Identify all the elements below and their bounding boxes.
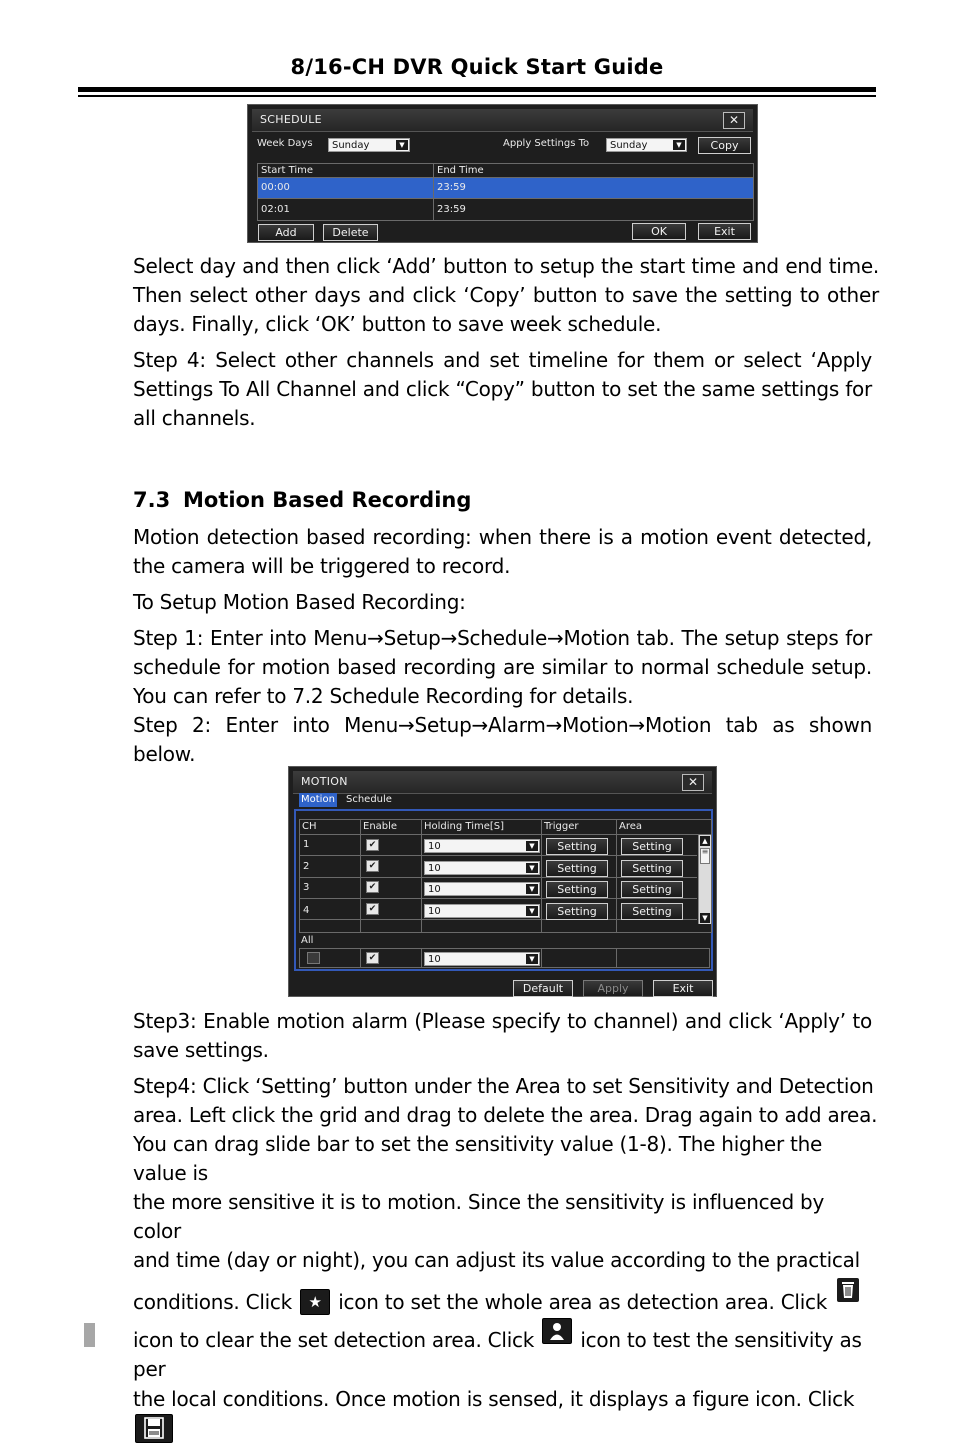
enable-checkbox[interactable]: ✔	[366, 881, 379, 893]
section-number: 7.3	[133, 488, 171, 512]
section-title: Motion Based Recording	[183, 488, 472, 512]
all-channel-checkbox[interactable]	[307, 952, 320, 964]
col-holding-time: Holding Time[S]	[424, 821, 505, 832]
col-ch: CH	[302, 821, 317, 832]
chevron-down-icon: ▼	[526, 906, 538, 916]
chevron-down-icon: ▼	[526, 954, 538, 964]
step4-line: conditions. Click ★ icon to set the whole area as detection area. Click	[133, 1277, 878, 1317]
section-heading	[133, 488, 471, 512]
delete-button[interactable]: Delete	[323, 224, 378, 241]
holding-time-value: 10	[428, 884, 441, 895]
week-days-value: Sunday	[332, 140, 370, 151]
person-icon	[542, 1318, 572, 1344]
all-holding-time-value: 10	[428, 954, 441, 965]
copy-button[interactable]: Copy	[698, 137, 751, 154]
col-start-time: Start Time	[261, 165, 314, 176]
col-end-time: End Time	[437, 165, 484, 176]
chevron-down-icon: ▼	[526, 841, 538, 851]
step4-line: Step4: Click ‘Setting’ button under the Area to set Sensitivity and Detection	[133, 1074, 874, 1098]
motion-table	[299, 819, 712, 933]
row-ch: 4	[303, 905, 310, 916]
paragraph-step4: Step 4: Select other channels and set timeline for them or select ‘Apply Settings To All Channel and click “Copy” button to set the same settings for all channels.	[133, 348, 872, 430]
chevron-down-icon: ▼	[526, 863, 538, 873]
row-start: 00:00	[261, 182, 290, 193]
tab-schedule[interactable]: Schedule	[346, 794, 392, 805]
row-ch: 1	[303, 839, 310, 850]
chevron-down-icon: ▼	[526, 884, 538, 894]
scroll-up-icon[interactable]: ▲	[700, 836, 710, 846]
area-setting-button[interactable]: Setting	[621, 860, 683, 877]
area-setting-button[interactable]: Setting	[621, 903, 683, 920]
holding-time-select[interactable]	[424, 839, 540, 853]
save-icon	[135, 1414, 173, 1443]
paragraph-step2: Step 2: Enter into Menu→Setup→Alarm→Motion→Motion tab as shown below.	[133, 713, 872, 766]
exit-button[interactable]: Exit	[698, 223, 751, 240]
all-label: All	[301, 935, 314, 946]
all-enable-checkbox[interactable]: ✔	[366, 952, 379, 964]
trigger-setting-button[interactable]: Setting	[546, 903, 608, 920]
close-icon[interactable]: ✕	[723, 112, 745, 129]
motion-titlebar	[293, 771, 712, 794]
step4-line: icon to clear the set detection area. Click icon to test the sensitivity as per	[133, 1318, 878, 1384]
exit-button[interactable]: Exit	[653, 980, 713, 997]
chevron-down-icon: ▼	[396, 140, 408, 150]
star-icon: ★	[300, 1289, 330, 1315]
week-days-select[interactable]	[328, 138, 410, 152]
page-header-title: 8/16-CH DVR Quick Start Guide	[290, 55, 664, 79]
trigger-setting-button[interactable]: Setting	[546, 881, 608, 898]
paragraph-step1: Step 1: Enter into Menu→Setup→Schedule→Motion tab. The setup steps for schedule for motion based recording are similar to normal schedule setup. You can refer to 7.2 Schedule Recording for details.	[133, 626, 872, 708]
row-ch: 2	[303, 861, 310, 872]
paragraph-setup-heading: To Setup Motion Based Recording:	[133, 590, 466, 614]
table-scrollbar[interactable]	[698, 835, 711, 924]
header-rule-thick	[78, 87, 876, 92]
paragraph-step4-setting	[133, 1072, 878, 1456]
schedule-table	[257, 163, 754, 221]
tab-motion[interactable]: Motion	[301, 794, 335, 805]
step4-line: area. Left click the grid and drag to delete the area. Drag again to add area.	[133, 1103, 878, 1127]
ok-button[interactable]: OK	[632, 223, 686, 240]
week-days-label: Week Days	[257, 138, 313, 149]
holding-time-select[interactable]	[424, 882, 540, 896]
schedule-title: SCHEDULE	[260, 113, 322, 126]
holding-time-value: 10	[428, 863, 441, 874]
enable-checkbox[interactable]: ✔	[366, 839, 379, 851]
holding-time-value: 10	[428, 841, 441, 852]
row-end: 23:59	[437, 182, 466, 193]
area-setting-button[interactable]: Setting	[621, 881, 683, 898]
enable-checkbox[interactable]: ✔	[366, 903, 379, 915]
table-row[interactable]	[258, 199, 753, 219]
apply-settings-to-label: Apply Settings To	[503, 138, 590, 149]
col-area: Area	[619, 821, 643, 832]
holding-time-value: 10	[428, 906, 441, 917]
schedule-titlebar	[252, 109, 753, 132]
all-holding-time-select[interactable]	[424, 952, 540, 966]
holding-time-select[interactable]	[424, 904, 540, 918]
row-ch: 3	[303, 882, 310, 893]
close-icon[interactable]: ✕	[682, 774, 704, 791]
save-icon-graphic	[136, 1415, 172, 1442]
add-button[interactable]: Add	[258, 224, 314, 241]
header-rule-thin	[78, 95, 876, 97]
paragraph-step3: Step3: Enable motion alarm (Please specify to channel) and click ‘Apply’ to save settings.	[133, 1009, 872, 1062]
apply-settings-to-select[interactable]	[606, 138, 687, 152]
trash-icon	[835, 1277, 861, 1303]
trigger-setting-button[interactable]: Setting	[546, 838, 608, 855]
paragraph-motion-intro: Motion detection based recording: when there is a motion event detected, the camera will be triggered to record.	[133, 525, 872, 578]
step4-line: and time (day or night), you can adjust its value according to the practical	[133, 1248, 860, 1272]
footer-page-marker	[84, 1323, 95, 1347]
chevron-down-icon: ▼	[673, 140, 685, 150]
trash-icon-graphic	[835, 1277, 861, 1303]
step4-line: the local conditions. Once motion is sensed, it displays a figure icon. Click	[133, 1385, 878, 1456]
motion-panel	[294, 809, 713, 971]
motion-window	[288, 766, 717, 997]
area-setting-button[interactable]: Setting	[621, 838, 683, 855]
all-row	[299, 948, 710, 968]
row-end: 23:59	[437, 204, 466, 215]
apply-button[interactable]: Apply	[583, 980, 643, 997]
scroll-down-icon[interactable]: ▼	[700, 913, 710, 923]
trigger-setting-button[interactable]: Setting	[546, 860, 608, 877]
enable-checkbox[interactable]: ✔	[366, 860, 379, 872]
default-button[interactable]: Default	[513, 980, 573, 997]
holding-time-select[interactable]	[424, 861, 540, 875]
apply-settings-to-value: Sunday	[610, 140, 648, 151]
step4-line: the more sensitive it is to motion. Since the sensitivity is influenced by color	[133, 1190, 825, 1243]
motion-title: MOTION	[301, 775, 348, 788]
row-start: 02:01	[261, 204, 290, 215]
step4-line: You can drag slide bar to set the sensitivity value (1-8). The higher the value is	[133, 1132, 823, 1185]
schedule-window	[247, 104, 758, 243]
person-icon-graphic	[543, 1319, 571, 1343]
scroll-thumb[interactable]: ≡	[700, 848, 710, 864]
col-trigger: Trigger	[544, 821, 579, 832]
col-enable: Enable	[363, 821, 398, 832]
paragraph-schedule-instructions: Select day and then click ‘Add’ button to setup the start time and end time. Then select other days and click ‘Copy’ button to save the setting to other days. Finally, click ‘OK’ button to save week schedule.	[133, 254, 879, 336]
table-row-selected[interactable]	[258, 178, 753, 198]
